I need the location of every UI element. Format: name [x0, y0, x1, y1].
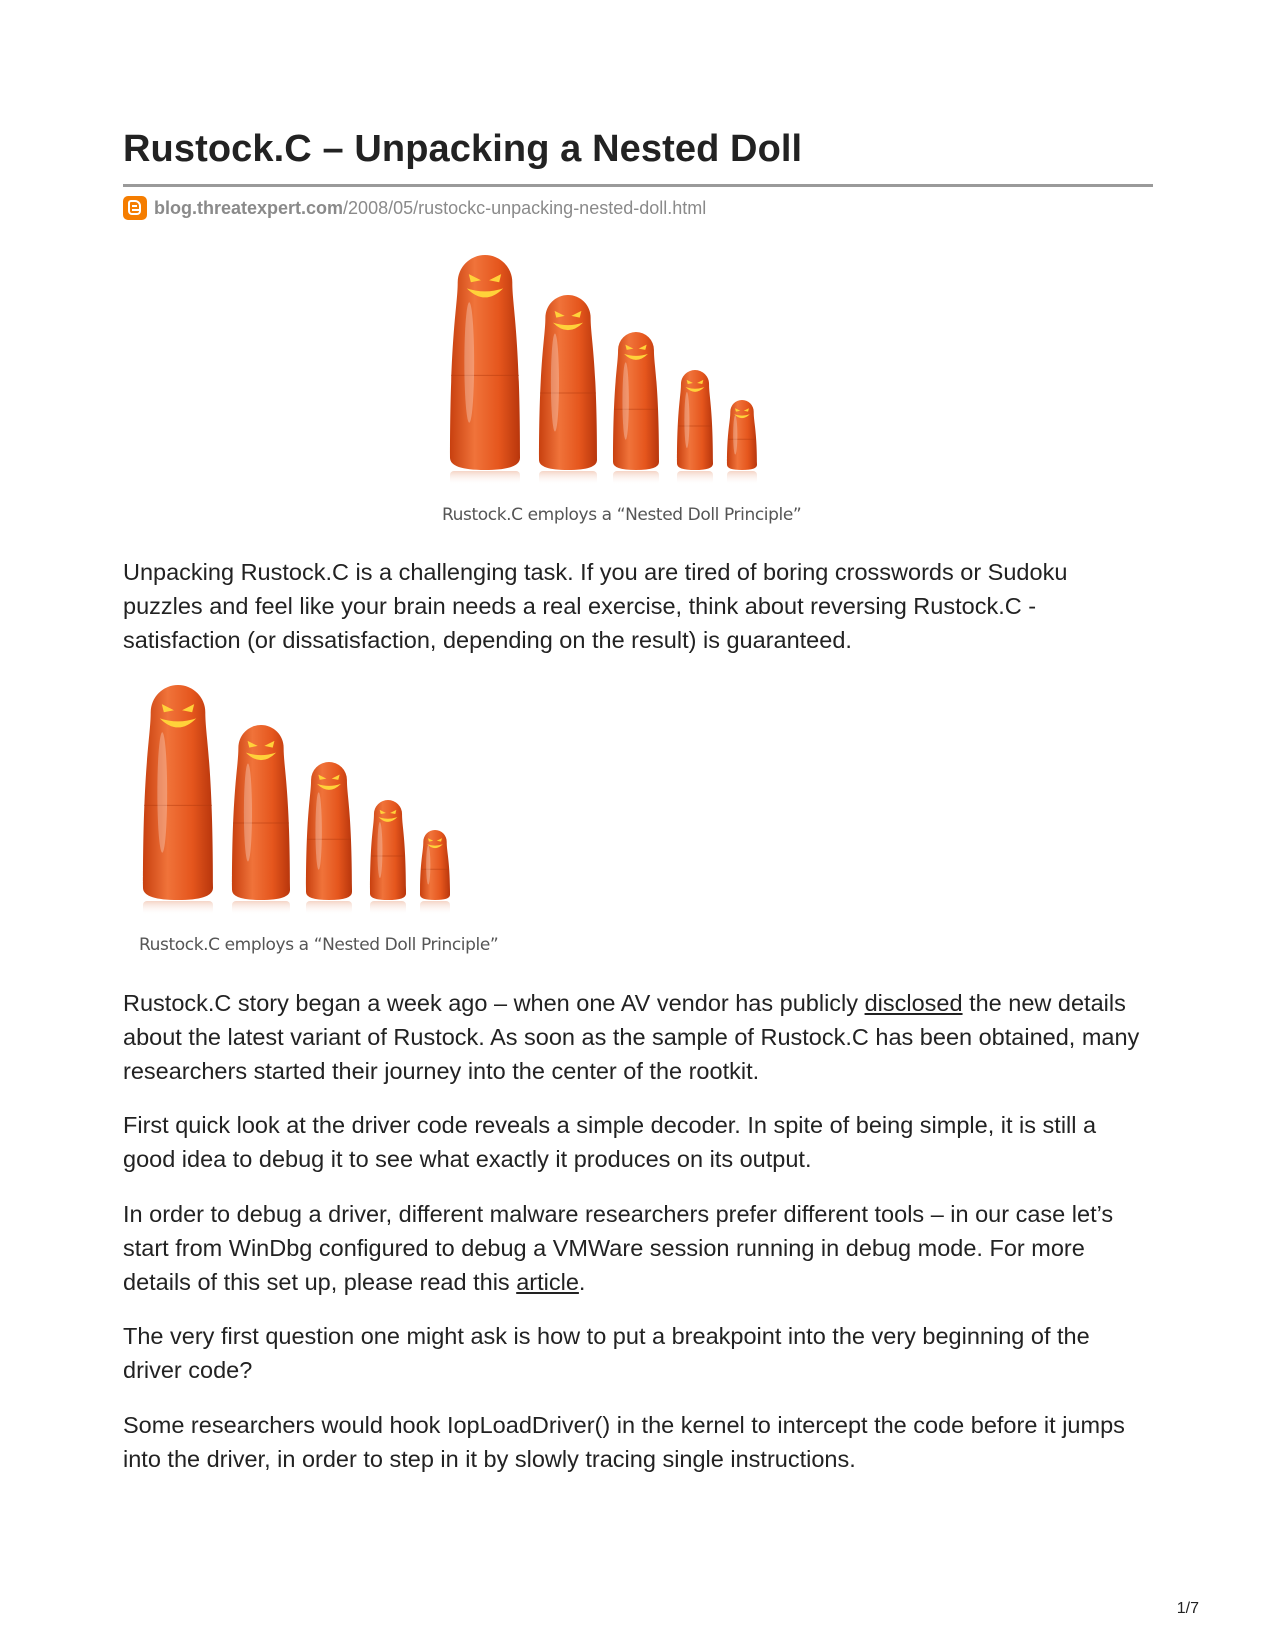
nested-doll-image-1 — [433, 255, 763, 485]
paragraph-text: . — [578, 1269, 586, 1295]
blogger-icon — [123, 196, 147, 220]
doll-3 — [613, 332, 659, 470]
figure-caption-2: Rustock.C employs a “Nested Doll Principle” — [139, 935, 499, 955]
figure-caption-1: Rustock.C employs a “Nested Doll Principle” — [442, 505, 802, 525]
doll-4 — [677, 370, 713, 470]
disclosed-link[interactable]: disclosed — [864, 990, 963, 1016]
paragraph-5: The very first question one might ask is how to put a breakpoint into the very beginning of the driver code? — [123, 1323, 1090, 1383]
source-link[interactable] — [123, 196, 706, 220]
paragraph-text: Rustock.C story began a week ago – when one AV vendor has publicly — [123, 990, 865, 1016]
paragraph-text: the new details about the latest variant of Rustock. As soon as the sample of Rustock.C has been obtained, many researchers started their journey into the center of the rootkit. — [123, 990, 1140, 1084]
page-number: 1/7 — [1176, 1600, 1199, 1617]
doll-5 — [420, 830, 450, 900]
title-divider — [123, 184, 1153, 187]
doll-2 — [232, 725, 290, 900]
paragraph-6: Some researchers would hook IopLoadDriver() in the kernel to intercept the code before it jumps into the driver, in order to step in it by slowly tracing single instructions. — [123, 1412, 1125, 1472]
nested-dolls-illustration — [433, 255, 763, 485]
doll-4 — [370, 800, 406, 900]
doll-5 — [727, 400, 757, 470]
article-link[interactable]: article — [516, 1269, 579, 1295]
doll-2 — [539, 295, 597, 470]
paragraph-1: Unpacking Rustock.C is a challenging task. If you are tired of boring crosswords or Sudoku puzzles and feel like your brain needs a real exercise, think about reversing Rustock.C - satisfaction (or dissatisfaction, depending on the result) is guaranteed. — [123, 559, 1068, 653]
source-domain: blog.threatexpert.com — [154, 197, 344, 218]
paragraph-2 — [123, 986, 1153, 1088]
doll-3 — [306, 762, 352, 900]
paragraph-text: In order to debug a driver, different malware researchers prefer different tools – in our case let’s start from WinDbg configured to debug a VMWare session running in debug mode. For more details of this set up, please read this — [123, 1201, 1114, 1295]
paragraph-4 — [123, 1197, 1153, 1299]
nested-doll-image-2 — [126, 685, 456, 915]
paragraph-3: First quick look at the driver code reveals a simple decoder. In spite of being simple, it is still a good idea to debug it to see what exactly it produces on its output. — [123, 1112, 1097, 1172]
source-path: /2008/05/rustockc-unpacking-nested-doll.html — [343, 197, 707, 218]
nested-dolls-illustration — [126, 685, 456, 915]
doll-1 — [143, 685, 213, 900]
page-title: Rustock.C – Unpacking a Nested Doll — [123, 128, 803, 170]
doll-1 — [450, 255, 520, 470]
